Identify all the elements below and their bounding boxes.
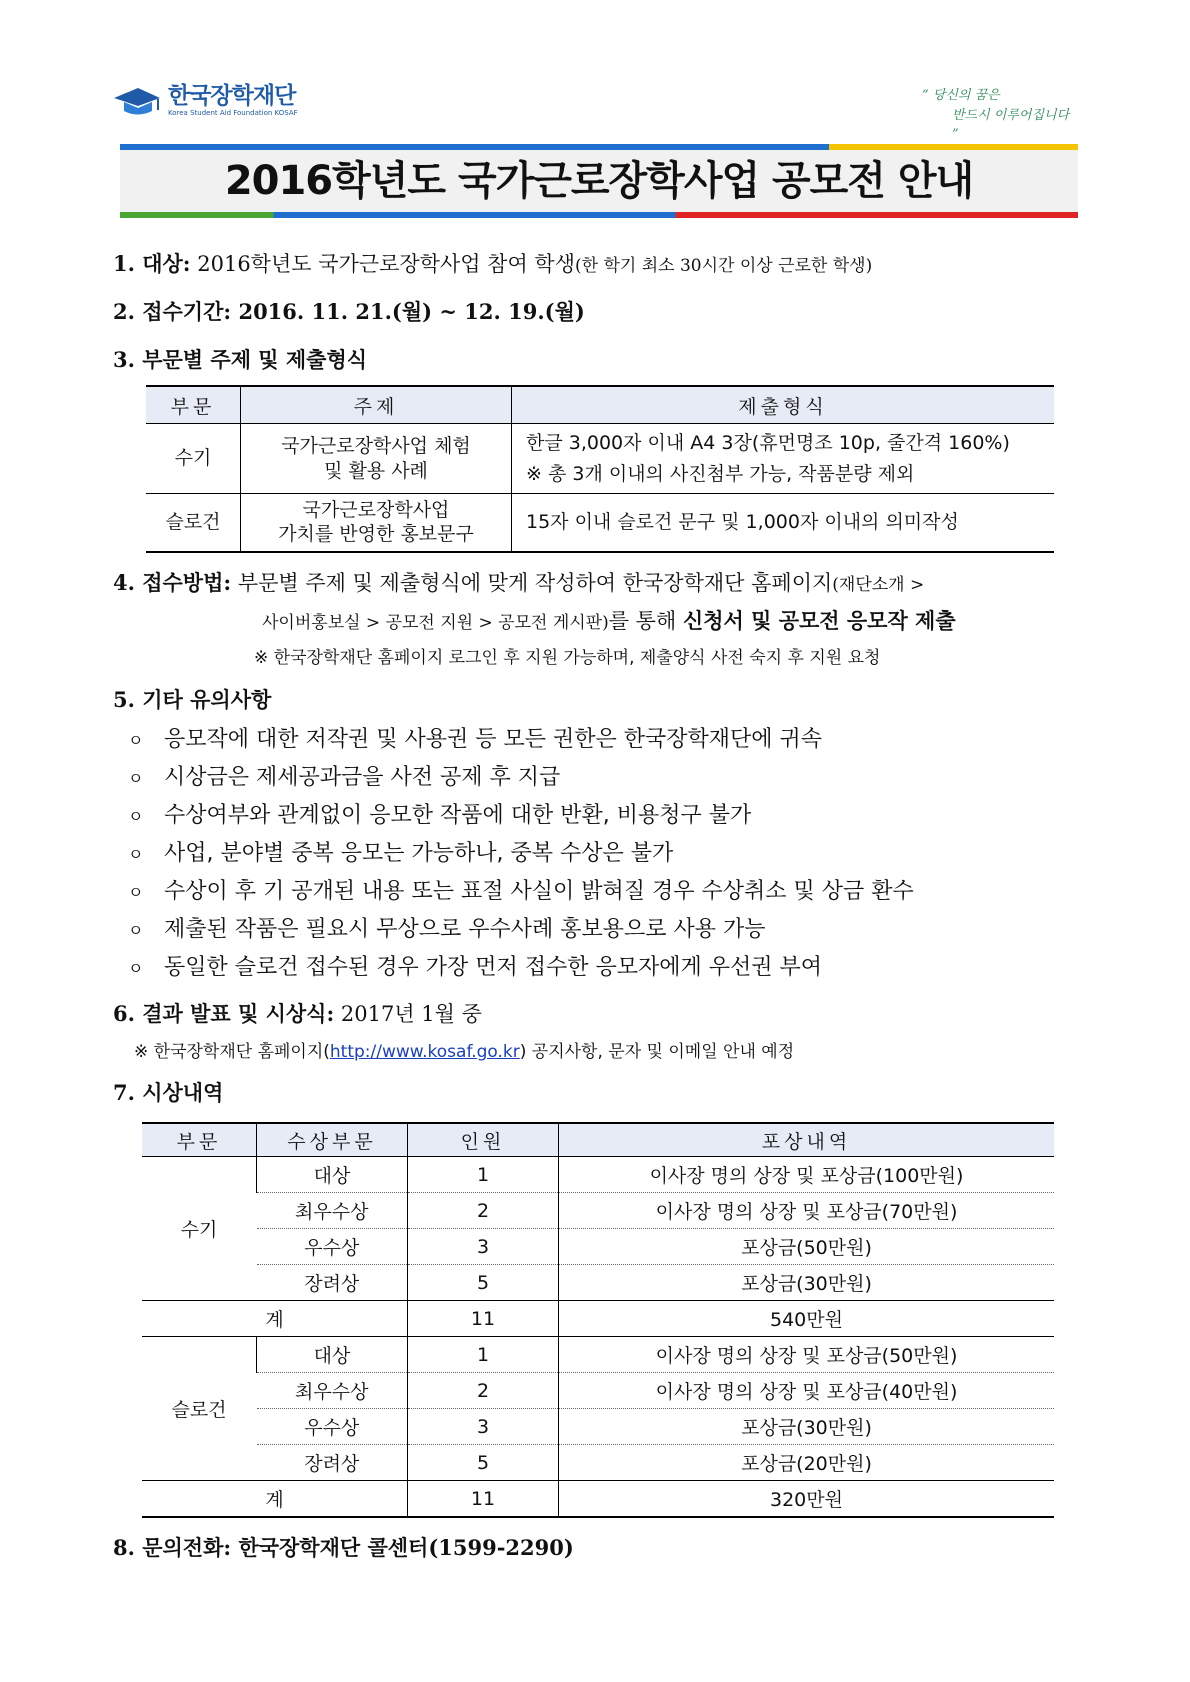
section-1-label: 1. 대상: xyxy=(113,251,191,276)
list-item xyxy=(128,760,560,791)
awards-table xyxy=(142,1122,1054,1518)
table-header: 부문 xyxy=(146,386,241,424)
award-cell: 우수상 xyxy=(257,1229,408,1265)
slogan xyxy=(922,86,1072,145)
section-3-label: 3. 부문별 주제 및 제출형식 xyxy=(113,347,368,372)
sum-prize: 540만원 xyxy=(559,1301,1055,1337)
count-cell: 2 xyxy=(408,1373,559,1409)
table-row xyxy=(142,1229,1054,1265)
count-cell: 5 xyxy=(408,1445,559,1481)
table-row xyxy=(142,1193,1054,1229)
section-4-note: ※ 한국장학재단 홈페이지 로그인 후 지원 가능하며, 제출양식 사전 숙지 후 지원 요청 xyxy=(254,648,881,668)
category-cell: 슬로건 xyxy=(146,494,241,552)
list-item xyxy=(128,836,673,867)
table-row xyxy=(142,1337,1054,1373)
topic-cell xyxy=(241,494,512,552)
page-title: 2016학년도 국가근로장학사업 공모전 안내 xyxy=(120,150,1078,212)
format-cell xyxy=(512,424,1055,494)
section-6 xyxy=(113,998,482,1028)
list-item xyxy=(128,912,766,943)
topic-line: 국가근로장학사업 xyxy=(302,498,450,521)
prize-cell: 포상금(50만원) xyxy=(559,1229,1055,1265)
topic-line: 가치를 반영한 홍보문구 xyxy=(278,523,474,546)
section-4-line-2 xyxy=(262,605,956,635)
table-row xyxy=(146,424,1054,494)
note-text: ※ 한국장학재단 홈페이지( xyxy=(134,1042,330,1062)
section-2-label: 2. 접수기간: xyxy=(113,299,232,324)
sum-row xyxy=(142,1301,1054,1337)
prize-cell: 이사장 명의 상장 및 포상금(40만원) xyxy=(559,1373,1055,1409)
table-row xyxy=(142,1157,1054,1193)
table-row xyxy=(142,1373,1054,1409)
list-item xyxy=(128,798,751,829)
section-6-text: 2017년 1월 중 xyxy=(334,1002,482,1026)
table-header: 포상내역 xyxy=(559,1123,1055,1157)
list-item xyxy=(128,722,822,753)
bullet-icon: ㅇ xyxy=(128,883,144,902)
table-header: 수상부문 xyxy=(257,1123,408,1157)
count-cell: 1 xyxy=(408,1337,559,1373)
count-cell: 2 xyxy=(408,1193,559,1229)
list-item-text: 수상이 후 기 공개된 내용 또는 표절 사실이 밝혀질 경우 수상취소 및 상금 환수 xyxy=(164,879,914,904)
section-4 xyxy=(113,567,924,597)
format-cell: 15자 이내 슬로건 문구 및 1,000자 이내의 의미작성 xyxy=(512,494,1055,552)
table-header: 제출형식 xyxy=(512,386,1055,424)
section-8-label: 8. 문의전화: xyxy=(113,1535,232,1560)
list-item-text: 응모작에 대한 저작권 및 사용권 등 모든 권한은 한국장학재단에 귀속 xyxy=(164,727,822,752)
section-4-label: 4. 접수방법: xyxy=(113,570,232,595)
table-row xyxy=(142,1265,1054,1301)
list-item xyxy=(128,874,914,905)
note-text: ) 공지사항, 문자 및 이메일 안내 예정 xyxy=(519,1042,795,1062)
slogan-line-1: “ 당신의 꿈은 xyxy=(922,88,1000,103)
list-item xyxy=(128,950,822,981)
section-6-note xyxy=(134,1037,794,1062)
kosaf-website-link[interactable]: http://www.kosaf.go.kr xyxy=(329,1042,520,1062)
award-cell: 최우수상 xyxy=(257,1193,408,1229)
bullet-icon: ㅇ xyxy=(128,769,144,788)
format-line: 한글 3,000자 이내 A4 3장(휴먼명조 10p, 줄간격 160%) xyxy=(526,431,1010,454)
section-5 xyxy=(113,684,271,714)
table-header: 부문 xyxy=(142,1123,257,1157)
section-4-text-small: (재단소개 > xyxy=(832,575,925,595)
list-item-text: 동일한 슬로건 접수된 경우 가장 먼저 접수한 응모자에게 우선권 부여 xyxy=(164,955,822,980)
topic-line: 국가근로장학사업 체험 xyxy=(281,434,471,457)
section-4-text-2: 를 통해 xyxy=(608,609,683,633)
sum-label: 계 xyxy=(142,1481,408,1518)
sum-row xyxy=(142,1481,1054,1518)
list-item-text: 시상금은 제세공과금을 사전 공제 후 지급 xyxy=(164,765,561,790)
category-cell: 슬로건 xyxy=(142,1337,257,1481)
count-cell: 3 xyxy=(408,1409,559,1445)
prize-cell: 포상금(30만원) xyxy=(559,1265,1055,1301)
list-item-text: 사업, 분야별 중복 응모는 가능하나, 중복 수상은 불가 xyxy=(164,841,674,866)
bullet-icon: ㅇ xyxy=(128,731,144,750)
submission-format-table xyxy=(146,385,1054,553)
prize-cell: 이사장 명의 상장 및 포상금(50만원) xyxy=(559,1337,1055,1373)
table-row xyxy=(146,494,1054,552)
category-cell: 수기 xyxy=(142,1157,257,1301)
sum-label: 계 xyxy=(142,1301,408,1337)
title-banner xyxy=(120,144,1078,218)
title-bottom-bar xyxy=(120,212,1078,218)
count-cell: 5 xyxy=(408,1265,559,1301)
logo-name: 한국장학재단 xyxy=(168,83,296,109)
bullet-icon: ㅇ xyxy=(128,845,144,864)
section-5-label: 5. 기타 유의사항 xyxy=(113,687,272,712)
section-7-label: 7. 시상내역 xyxy=(113,1080,224,1105)
section-1 xyxy=(113,248,872,278)
award-cell: 우수상 xyxy=(257,1409,408,1445)
section-4-text: 부문별 주제 및 제출형식에 맞게 작성하여 한국장학재단 홈페이지 xyxy=(231,571,833,595)
award-cell: 대상 xyxy=(257,1337,408,1373)
section-8-text: 한국장학재단 콜센터(1599-2290) xyxy=(231,1535,574,1560)
list-item-text: 수상여부와 관계없이 응모한 작품에 대한 반환, 비용청구 불가 xyxy=(164,803,752,828)
award-cell: 장려상 xyxy=(257,1265,408,1301)
bullet-icon: ㅇ xyxy=(128,921,144,940)
section-8 xyxy=(113,1532,574,1562)
section-6-label: 6. 결과 발표 및 시상식: xyxy=(113,1001,335,1026)
prize-cell: 이사장 명의 상장 및 포상금(100만원) xyxy=(559,1157,1055,1193)
award-cell: 장려상 xyxy=(257,1445,408,1481)
sum-count: 11 xyxy=(408,1301,559,1337)
table-header: 주제 xyxy=(241,386,512,424)
topic-line: 및 활용 사례 xyxy=(324,459,428,482)
section-1-text: 2016학년도 국가근로장학사업 참여 학생 xyxy=(190,252,575,276)
graduation-cap-icon xyxy=(112,84,162,118)
prize-cell: 이사장 명의 상장 및 포상금(70만원) xyxy=(559,1193,1055,1229)
category-cell: 수기 xyxy=(146,424,241,494)
prize-cell: 포상금(20만원) xyxy=(559,1445,1055,1481)
count-cell: 1 xyxy=(408,1157,559,1193)
format-line: ※ 총 3개 이내의 사진첨부 가능, 작품분량 제외 xyxy=(526,462,915,485)
sum-count: 11 xyxy=(408,1481,559,1518)
topic-cell xyxy=(241,424,512,494)
section-7 xyxy=(113,1077,223,1107)
bullet-icon: ㅇ xyxy=(128,807,144,826)
section-4-bold: 신청서 및 공모전 응모작 제출 xyxy=(682,608,956,633)
table-row xyxy=(142,1445,1054,1481)
award-cell: 최우수상 xyxy=(257,1373,408,1409)
kosaf-logo xyxy=(112,84,298,118)
table-header: 인원 xyxy=(408,1123,559,1157)
section-1-note: (한 학기 최소 30시간 이상 근로한 학생) xyxy=(575,256,873,276)
section-2-text: 2016. 11. 21.(월) ~ 12. 19.(월) xyxy=(231,299,585,324)
list-item-text: 제출된 작품은 필요시 무상으로 우수사례 홍보용으로 사용 가능 xyxy=(164,917,766,942)
sum-prize: 320만원 xyxy=(559,1481,1055,1518)
section-4-path: 사이버홍보실 > 공모전 지원 > 공모전 게시판) xyxy=(262,613,609,633)
count-cell: 3 xyxy=(408,1229,559,1265)
table-row xyxy=(142,1409,1054,1445)
award-cell: 대상 xyxy=(257,1157,408,1193)
slogan-line-2: 반드시 이루어집니다 ” xyxy=(952,107,1070,142)
bullet-icon: ㅇ xyxy=(128,959,144,978)
section-3 xyxy=(113,344,367,374)
logo-subtitle: Korea Student Aid Foundation KOSAF xyxy=(168,109,298,117)
section-2 xyxy=(113,296,585,326)
prize-cell: 포상금(30만원) xyxy=(559,1409,1055,1445)
